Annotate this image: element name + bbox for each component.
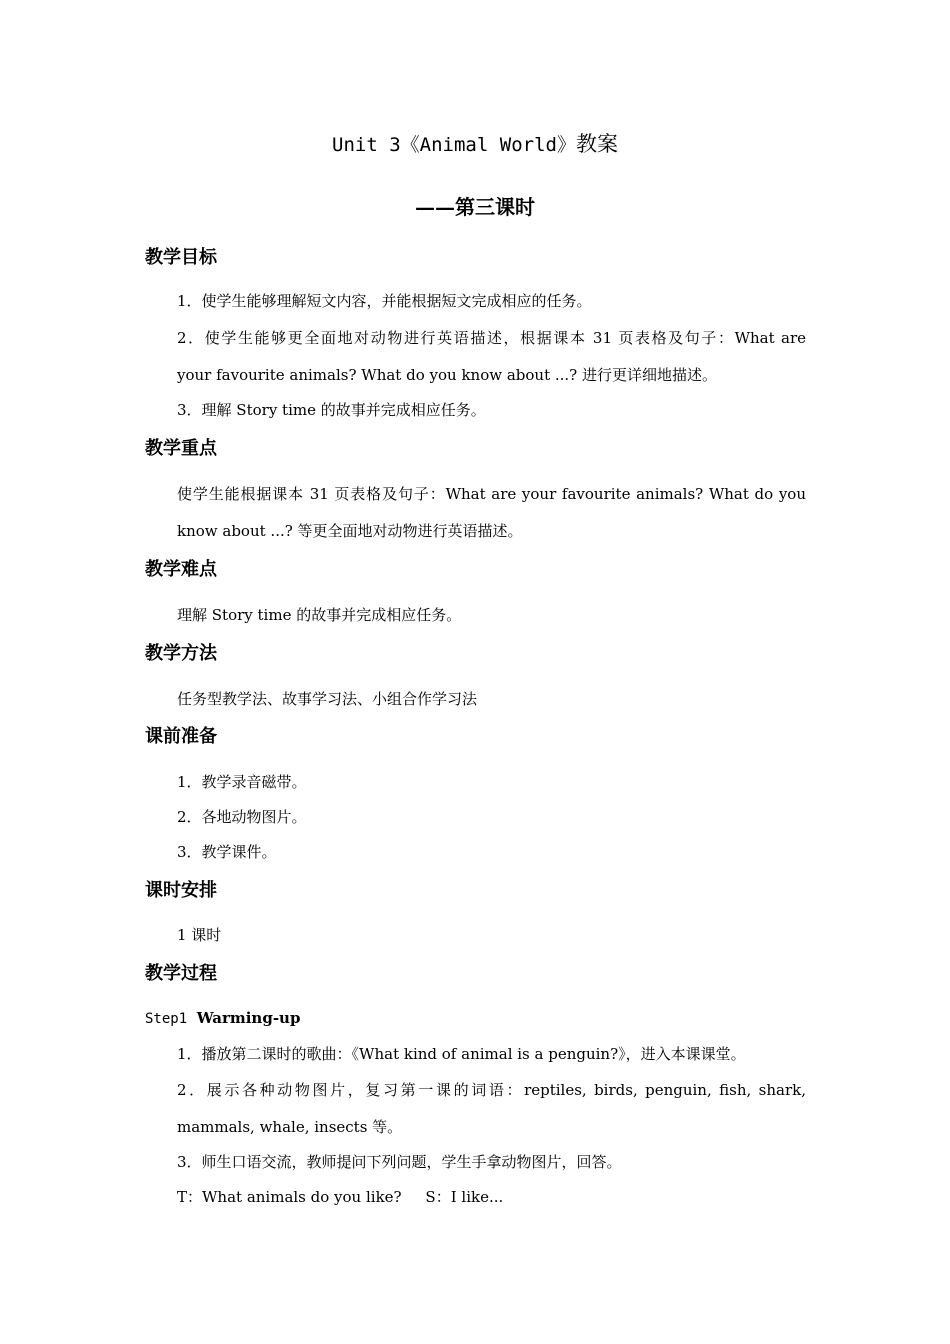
- heading-schedule: 课时安排: [145, 880, 217, 901]
- key-points-line-2: know about ...? 等更全面地对动物进行英语描述。: [177, 522, 523, 540]
- schedule-text: 1 课时: [177, 926, 222, 944]
- process-item-2-cont: mammals, whale, insects 等。: [177, 1118, 403, 1136]
- title-prefix: Unit 3《Animal World》: [332, 134, 576, 156]
- preparation-item-2: 2．各地动物图片。: [177, 808, 307, 826]
- objective-item-2-cont: your favourite animals? What do you know about ...? 进行更详细地描述。: [177, 366, 717, 384]
- process-item-1: 1．播放第二课时的歌曲：《What kind of animal is a penguin?》，进入本课课堂。: [177, 1045, 746, 1063]
- objective-item-2: 2．使学生能够更全面地对动物进行英语描述，根据课本 31 页表格及句子：What are: [177, 329, 806, 347]
- preparation-item-3: 3．教学课件。: [177, 843, 277, 861]
- objective-item-1: 1．使学生能够理解短文内容，并能根据短文完成相应的任务。: [177, 292, 592, 310]
- methods-text: 任务型教学法、故事学习法、小组合作学习法: [177, 690, 478, 708]
- heading-methods: 教学方法: [145, 643, 217, 664]
- step-label: Step1: [145, 1011, 188, 1027]
- heading-key-points: 教学重点: [145, 438, 217, 459]
- objective-item-3: 3．理解 Story time 的故事并完成相应任务。: [177, 401, 486, 419]
- process-item-3: 3．师生口语交流，教师提问下列问题，学生手拿动物图片，回答。: [177, 1153, 622, 1171]
- document-title: [0, 128, 950, 158]
- preparation-item-1: 1．教学录音磁带。: [177, 773, 307, 791]
- heading-preparation: 课前准备: [145, 726, 217, 747]
- heading-difficulties: 教学难点: [145, 559, 217, 580]
- process-item-2: 2．展示各种动物图片，复习第一课的词语：reptiles, birds, penguin, fish, shark,: [177, 1081, 806, 1099]
- heading-objectives: 教学目标: [145, 247, 217, 268]
- dialogue-line: T：What animals do you like? S：I like...: [177, 1188, 504, 1206]
- title-suffix: 教案: [575, 132, 618, 156]
- difficulties-text: 理解 Story time 的故事并完成相应任务。: [177, 606, 462, 624]
- step-heading: [145, 1009, 300, 1027]
- heading-process: 教学过程: [145, 963, 217, 984]
- step-title: Warming-up: [196, 1009, 301, 1027]
- document-subtitle: ——第三课时: [415, 195, 535, 219]
- key-points-line-1: 使学生能根据课本 31 页表格及句子：What are your favourite animals? What do you: [177, 485, 806, 503]
